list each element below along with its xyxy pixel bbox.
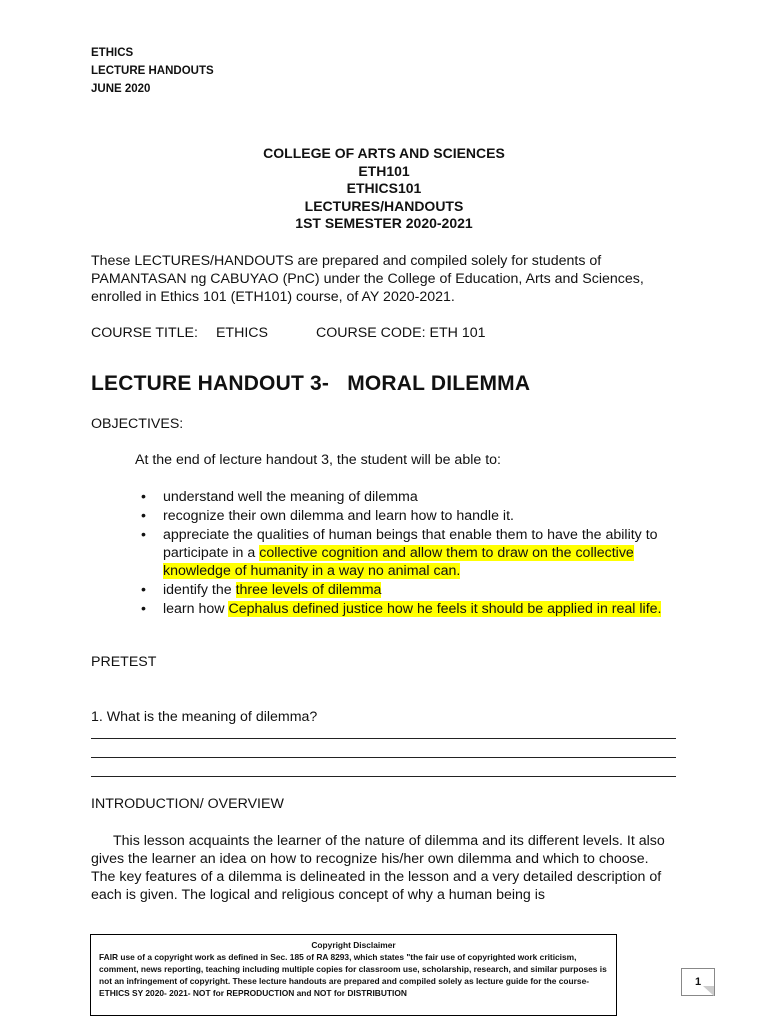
bullet-icon: •: [141, 601, 146, 617]
course-name-line: ETHICS101: [346, 180, 422, 196]
bullet-icon: •: [141, 527, 146, 543]
handouts-line: LECTURES/HANDOUTS: [304, 197, 464, 214]
page-fold-icon: [703, 986, 714, 996]
overview-heading: INTRODUCTION/ OVERVIEW: [91, 796, 284, 812]
copyright-disclaimer: [90, 934, 617, 1016]
overview-paragraph: This lesson acquaints the learner of the nature of dilemma and its different levels. It also gives the learner an idea on how to recognize his/her own dilemma and which to choose. The key features of a dilemma is delineated in the lesson and a very detailed description of each is given. The logical and religious concept of why a human being is: [91, 833, 665, 903]
college-name: COLLEGE OF ARTS AND SCIENCES: [263, 145, 505, 161]
course-line: [91, 324, 681, 342]
page-number: 1: [681, 968, 715, 996]
semester-line: 1ST SEMESTER 2020-2021: [295, 215, 473, 231]
pretest-question: 1. What is the meaning of dilemma?: [91, 709, 318, 725]
header-date: JUNE 2020: [91, 83, 151, 95]
doc-header: [91, 44, 214, 98]
objective-item: • identify the three levels of dilemma: [141, 582, 382, 598]
objective-item: • learn how Cephalus defined justice how he feels it should be applied in real life.: [141, 601, 662, 617]
answer-line: [91, 738, 676, 739]
course-code-value: ETH 101: [429, 325, 486, 341]
objectives-lead: At the end of lecture handout 3, the student will be able to:: [135, 452, 501, 468]
objective-item: • appreciate the qualities of human beings that enable them to have the ability to participate in a collective cognition and allow them to draw on the collective knowledge of humanity in a way no animal can.: [141, 527, 658, 579]
bullet-icon: •: [141, 489, 146, 505]
objectives-heading: OBJECTIVES:: [91, 416, 184, 432]
answer-line: [91, 757, 676, 758]
header-subject: ETHICS: [91, 47, 134, 59]
objectives-list: [137, 488, 677, 619]
course-title-label: COURSE TITLE:: [91, 325, 198, 341]
header-type: LECTURE HANDOUTS: [91, 65, 214, 77]
disclaimer-title: Copyright Disclaimer: [311, 940, 396, 950]
bullet-icon: •: [141, 508, 146, 524]
course-code-label: COURSE CODE:: [316, 325, 426, 341]
bullet-icon: •: [141, 582, 146, 598]
objective-item: • recognize their own dilemma and learn how to handle it.: [141, 508, 514, 524]
college-block: [0, 145, 768, 233]
answer-line: [91, 776, 676, 777]
objective-item: • understand well the meaning of dilemma: [141, 489, 418, 505]
pretest-heading: PRETEST: [91, 654, 157, 670]
highlighted-text: three levels of dilemma: [235, 582, 382, 598]
disclaimer-body: FAIR use of a copyright work as defined in Sec. 185 of RA 8293, which states "the fair use of copyrighted work criticism, comment, news reporting, teaching including multiple copies for classroom use, scholarship, research, and similar purposes is not an infringement of copyright. These lecture handouts are prepared and compiled solely as lecture guide for the course- ETHICS SY 2020- 2021- NOT for REPRODUCTION and NOT for DISTRIBUTION: [99, 952, 607, 998]
course-code-line: ETH101: [358, 162, 410, 179]
highlighted-text: collective cognition and allow them to draw on the collective knowledge of humanity in a way no animal can.: [163, 545, 634, 579]
highlighted-text: Cephalus defined justice how he feels it should be applied in real life.: [228, 601, 662, 617]
lecture-title: LECTURE HANDOUT 3- MORAL DILEMMA: [91, 372, 531, 395]
intro-paragraph: These LECTURES/HANDOUTS are prepared and compiled solely for students of PAMANTASAN ng CABUYAO (PnC) under the College of Education, Arts and Sciences, enrolled in Ethics 101 (ETH101) course, of AY 2020-2021.: [91, 253, 644, 305]
course-title-value: ETHICS: [215, 325, 268, 341]
